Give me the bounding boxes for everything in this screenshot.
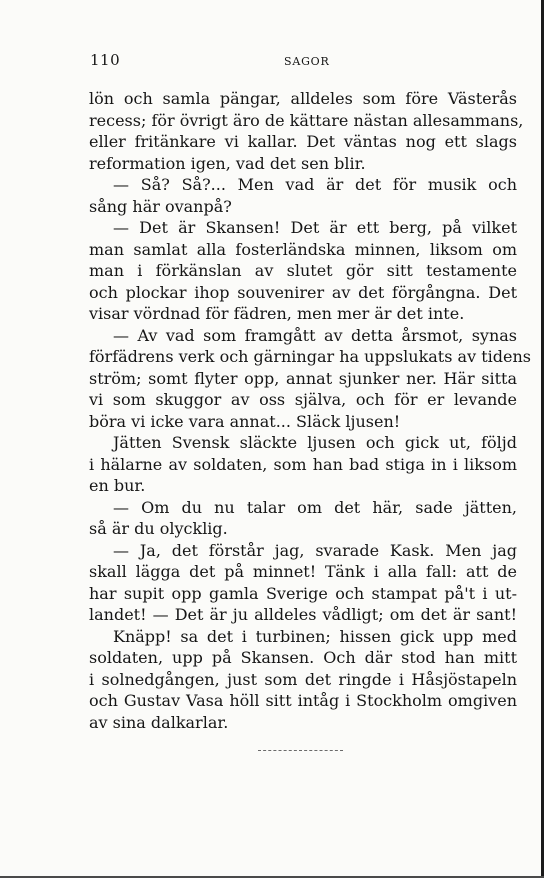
text-line: soldaten, upp på Skansen. Och där stod han mitt [89, 648, 517, 667]
text-line: av sina dalkarlar. [89, 712, 229, 732]
text-line: — Så? Så?... Men vad är det för musik och [113, 175, 517, 194]
text-line: — Av vad som framgått av detta årsmot, synas [113, 325, 517, 345]
text-line: reformation igen, vad det sen blir. [89, 153, 366, 173]
text-line: i solnedgången, just som det ringde i Håsjöstapeln [89, 669, 517, 689]
text-line: sång här ovanpå? [89, 196, 232, 216]
text-line: — Om du nu talar om det här, sade jätten, [113, 497, 517, 517]
text-line: skall lägga det på minnet! Tänk i alla fall: att de [89, 562, 517, 581]
text-line: böra vi icke vara annat... Släck ljusen! [89, 411, 401, 431]
text-line: — Ja, det förstår jag, svarade Kask. Men jag [113, 540, 517, 560]
text-line: så är du olycklig. [89, 519, 228, 538]
section-end-rule [258, 750, 343, 751]
text-line: man samlat alla fosterländska minnen, liksom om [89, 239, 517, 259]
text-line: och plockar ihop souvenirer av det förgångna. Det [89, 282, 517, 302]
text-line: i hälarne av soldaten, som han bad stiga in i liksom [89, 454, 517, 474]
running-title: SAGOR [284, 55, 330, 68]
text-line: en bur. [89, 476, 146, 495]
text-line: förfädrens verk och gärningar ha uppslukats av tidens [89, 347, 531, 366]
text-line: landet! — Det är ju alldeles vådligt; om det är sant! [89, 605, 517, 624]
text-line: vi som skuggor av oss själva, och för er levande [89, 390, 517, 409]
page-number: 110 [90, 51, 121, 69]
text-line: och Gustav Vasa höll sitt intåg i Stockholm omgiven [89, 691, 517, 710]
text-line: Knäpp! sa det i turbinen; hissen gick upp med [113, 626, 517, 646]
text-line: lön och samla pängar, alldeles som före Västerås [89, 89, 517, 108]
text-line: man i förkänslan av slutet gör sitt testamente [89, 261, 517, 280]
text-line: recess; för övrigt äro de kättare nästan allesammans, [89, 110, 524, 130]
text-line: har supit opp gamla Sverige och stampat på't i ut- [89, 583, 517, 603]
text-line: ström; somt flyter opp, annat sjunker ner. Här sitta [89, 368, 517, 388]
text-line: visar vördnad för fädren, men mer är det inte. [89, 304, 465, 323]
body-text [89, 88, 531, 733]
text-line: — Det är Skansen! Det är ett berg, på vilket [113, 218, 517, 237]
text-line: Jätten Svensk släckte ljusen och gick ut, följd [113, 433, 517, 452]
text-line: eller fritänkare vi kallar. Det väntas nog ett slags [89, 132, 517, 151]
